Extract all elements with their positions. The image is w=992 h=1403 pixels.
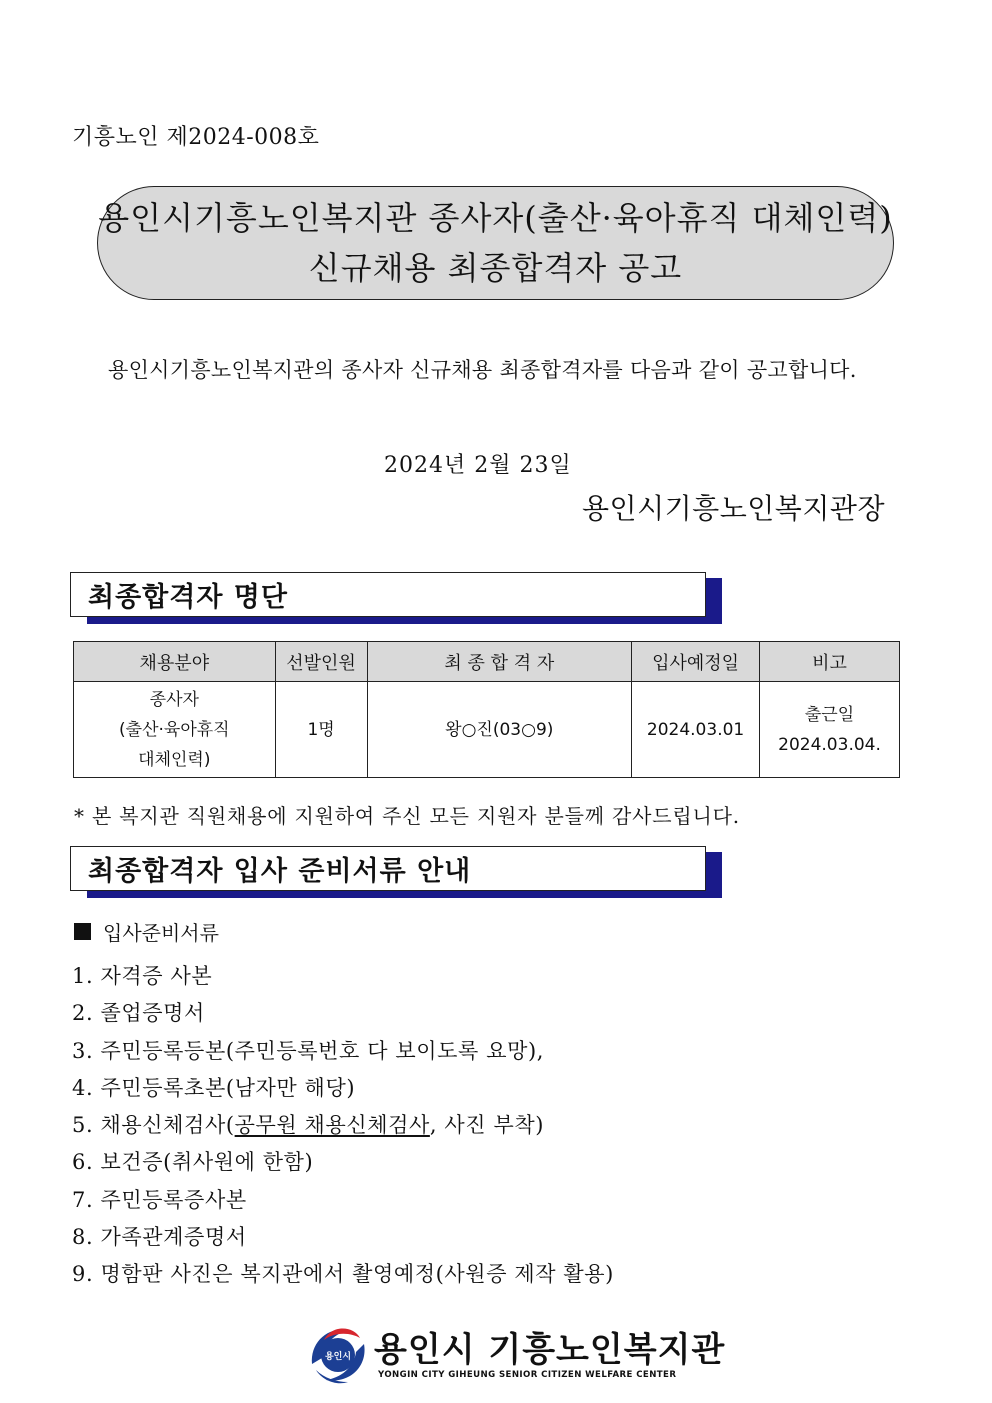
section-title: 최종합격자 명단 [70,572,706,617]
emblem-text: 용인시 [324,1352,352,1362]
list-item: 3. 주민등록등본(주민등록번호 다 보이도록 요망), [72,1038,545,1063]
cell-field [74,682,276,778]
title-banner [97,186,894,300]
cell-count: 1명 [275,682,367,778]
logo-name: 용인시 기흥노인복지관 [374,1330,726,1370]
announcement-date: 2024년 2월 23일 [384,453,572,478]
list-item: 9. 명함판 사진은 복지관에서 촬영예정(사원증 제작 활용) [72,1262,614,1287]
section-title: 최종합격자 입사 준비서류 안내 [70,846,706,891]
field-line: (출산·육아휴직 [119,719,230,740]
header-start-date: 입사예정일 [632,642,760,682]
title-line-1: 용인시기흥노인복지관 종사자(출산·육아휴직 대체인력) [98,199,893,237]
field-line: 대체인력) [138,749,211,770]
section-header-documents [70,846,722,898]
item-prefix: 5. 채용신체검사( [72,1113,235,1138]
field-line: 종사자 [149,689,199,710]
documents-list [72,958,614,1294]
square-bullet-icon [74,923,91,940]
item-underlined: 공무원 채용신체검사 [234,1113,430,1138]
cell-start-date: 2024.03.01 [632,682,760,778]
cell-remark [760,682,900,778]
cell-candidate: 왕○진(03○9) [367,682,632,778]
list-item [72,1107,614,1144]
list-item: 6. 보건증(취사원에 한함) [72,1150,314,1175]
document-number: 기흥노인 제2024-008호 [72,125,320,150]
section-header-final-list [70,572,722,624]
list-item: 2. 졸업증명서 [72,1001,205,1026]
remark-line: 출근일 [804,704,855,725]
intro-text: 용인시기흥노인복지관의 종사자 신규채용 최종합격자를 다음과 같이 공고합니다. [108,358,857,382]
welfare-center-logo [302,1318,726,1390]
list-item: 4. 주민등록초본(남자만 해당) [72,1075,356,1100]
list-item: 8. 가족관계증명서 [72,1225,247,1250]
header-remark: 비고 [760,642,900,682]
header-count: 선발인원 [275,642,367,682]
logo-subtitle: YONGIN CITY GIHEUNG SENIOR CITIZEN WELFARE CENTER [378,1370,677,1380]
list-item: 1. 자격증 사본 [72,964,213,988]
issuer: 용인시기흥노인복지관장 [581,492,885,525]
item-suffix: , 사진 부착) [429,1113,545,1138]
documents-heading-text: 입사준비서류 [103,921,219,945]
table-row [74,682,900,778]
title-line-2: 신규채용 최종합격자 공고 [308,249,683,287]
table-header-row [74,642,900,682]
result-table [73,641,900,778]
header-field: 채용분야 [74,642,276,682]
list-item: 7. 주민등록증사본 [72,1187,247,1212]
emblem-icon [302,1318,374,1390]
header-candidate: 최 종 합 격 자 [367,642,632,682]
thanks-note: * 본 복지관 직원채용에 지원하여 주신 모든 지원자 분들께 감사드립니다. [74,804,740,828]
documents-heading [74,917,219,946]
remark-line: 2024.03.04. [778,734,881,755]
